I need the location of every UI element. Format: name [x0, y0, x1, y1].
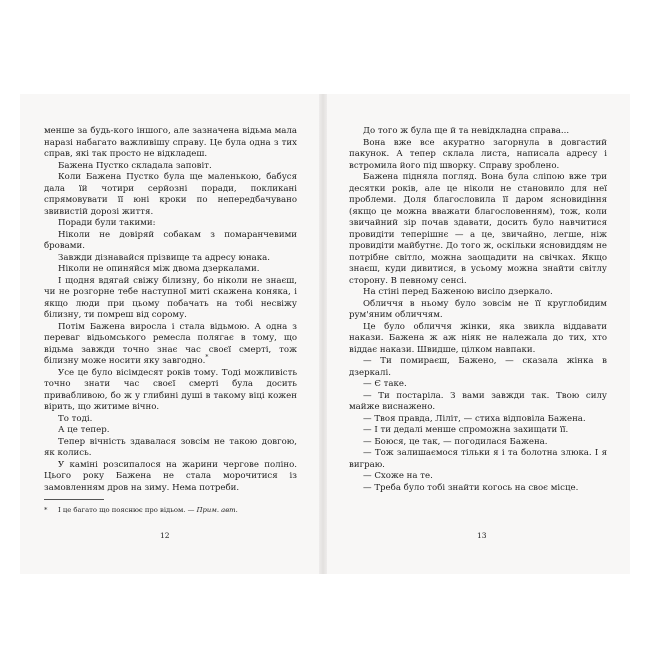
paragraph-text: А це тепер. [58, 425, 110, 435]
book-gutter [319, 94, 327, 574]
paragraph [349, 322, 607, 357]
paragraph-text: Тепер вічність здавалася зовсім не такою довгою, як колись. [44, 436, 297, 458]
paragraph-text: Потім Бажена виросла і стала відьмою. А одна з переваг відьомського ремесла полягає в тому, що відьма завжди точно знає час своєї смерті, тож білизну може носити яку завгодно. [44, 321, 297, 366]
paragraph-text: На стіні перед Баженою висіло дзеркало. [363, 287, 553, 297]
paragraph-text: Усе це було вісімдесят років тому. Тоді можливість точно знати час своєї смерті була досить привабливою, бо ж у глибині душі в такому віці кожен вірить, що житиме вічно. [44, 367, 297, 412]
paragraph [44, 253, 297, 265]
paragraph-text: Ніколи не опиняйся між двома дзеркалами. [58, 264, 260, 274]
paragraph [44, 126, 297, 161]
right-page-body [349, 126, 607, 494]
paragraph-text: — Ти помираєш, Бажено, — сказала жінка в дзеркалі. [349, 356, 607, 378]
paragraph [349, 483, 607, 495]
footnote-rule [44, 499, 104, 500]
paragraph [44, 276, 297, 322]
paragraph [349, 471, 607, 483]
right-page [327, 94, 630, 574]
paragraph [349, 448, 607, 471]
paragraph [349, 414, 607, 426]
paragraph-text: — І ти дедалі менше спроможна захищати її. [363, 425, 569, 435]
paragraph-text: — Твоя правда, Ліліт, — стиха відповіла Бажена. [363, 413, 586, 424]
paragraph-text: Ніколи не довіряй собакам з помаранчевими бровами. [44, 229, 297, 251]
paragraph-text: — Ти постаріла. З вами завжди так. Твою силу майже виснажено. [349, 390, 607, 412]
paragraph-text: І щодня вдягай свіжу білизну, бо ніколи не знаєш, чи не розгорне тебе наступної миті скажена коняка, і якщо люди при цьому побачать на тобі несвіжу білизну, ти помреш від сорому. [44, 275, 297, 320]
paragraph-text: До того ж була ще й та невідкладна справа... [363, 126, 570, 136]
paragraph [349, 172, 607, 287]
paragraph-text: Бажена підняла погляд. Вона була сліпою вже три десятки років, але це ніколи не становило для неї проблеми. Доля благословила її даром ясновидіння (якщо це можна вважати благословенням), тож, коли звичайний зір почав здавати, досить було навчитися провидіти теперішнє — а це, звичайно, легше, ніж провидіти майбутнє. До того ж, оскільки ясновиддям не потрібне світло, можна заощадити на свічках. Якщо знаєш, куди дивитися, в усьому можна знайти світлу сторону. В певному сенсі. [349, 172, 607, 286]
paragraph [44, 425, 297, 437]
paragraph-text: — Є таке. [363, 379, 407, 389]
left-page-body [44, 126, 297, 494]
paragraph-text: менше за будь-кого іншого, але зазначена відьма мала наразі набагато важливішу справу. Це була одна з тих справ, які так просто не відкладеш. [44, 126, 297, 159]
paragraph [44, 368, 297, 414]
paragraph [44, 437, 297, 460]
paragraph [349, 299, 607, 322]
paragraph-text: Коли Бажена Пустко була ще маленькою, бабуся дала їй чотири серйозні поради, покликані спрямовувати її юні кроки по непередбачувано звивистій дорозі життя. [44, 172, 297, 217]
paragraph-text: — Тож залишаємося тільки я і та болотна злюка. І я виграю. [349, 448, 607, 470]
paragraph [349, 356, 607, 379]
paragraph [349, 138, 607, 173]
paragraph [349, 425, 607, 437]
paragraph [44, 230, 297, 253]
paragraph-text: Бажена Пустко складала заповіт. [58, 160, 212, 171]
paragraph [44, 414, 297, 426]
paragraph-text: У каміні розсипалося на жарини чергове поліно. Цього року Бажена не стала морочитися із замовленням дров на зиму. Нема потреби. [44, 459, 297, 493]
footnote [44, 506, 297, 515]
paragraph [44, 264, 297, 276]
left-page [20, 94, 319, 574]
paragraph [44, 218, 297, 230]
paragraph [349, 287, 607, 299]
paragraph-text: Поради були такими: [58, 218, 156, 228]
paragraph [349, 126, 607, 138]
page-number-right: 13 [477, 531, 487, 540]
paragraph [349, 379, 607, 391]
paragraph [44, 322, 297, 368]
paragraph-text: Це було обличчя жінки, яка звикла віддавати накази. Бажена ж аж ніяк не належала до тих, хто віддає накази. Швидше, цілком навпаки. [349, 321, 607, 355]
footnote-text: І це багато що пояснює про відьом. — [58, 506, 197, 514]
paragraph [349, 437, 607, 449]
paragraph-text: — Боюся, це так, — погодилася Бажена. [363, 436, 548, 447]
paragraph [349, 391, 607, 414]
footnote-mark: * [44, 506, 48, 514]
paragraph-text: Обличчя в ньому було зовсім не її круглобидим рум'яним обличчям. [349, 298, 607, 320]
paragraph-text: То тоді. [58, 413, 93, 424]
paragraph [44, 172, 297, 218]
paragraph-text: Завжди дізнавайся прізвище та адресу юнака. [58, 252, 271, 263]
paragraph-text: Вона вже все акуратно загорнула в довгастий пакунок. А тепер склала листа, написала адресу і встромила його під шворку. Справу зроблено. [349, 137, 607, 171]
paragraph-text: — Схоже на те. [363, 471, 433, 481]
paragraph [44, 161, 297, 173]
footnote-attribution: Прим. авт. [196, 506, 238, 514]
paragraph-text: — Треба було тобі знайти когось на своє місце. [363, 482, 579, 493]
page-number-left: 12 [160, 531, 170, 540]
paragraph [44, 460, 297, 495]
footnote-reference: * [205, 354, 209, 362]
